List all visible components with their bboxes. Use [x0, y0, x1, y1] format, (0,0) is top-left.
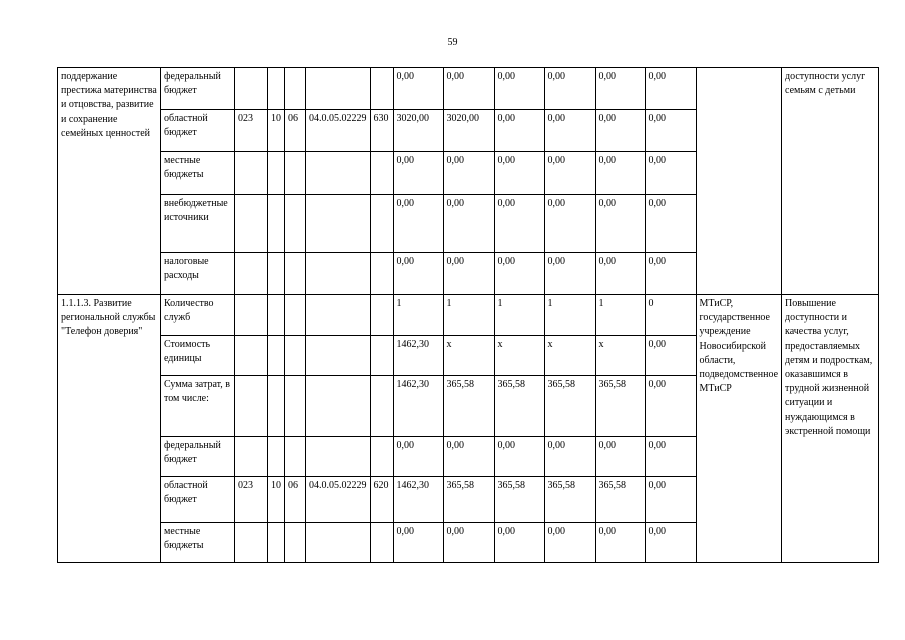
executor-cell: МТиСР, государственное учреждение Новосибирской области, подведомственное МТиСР [696, 295, 782, 563]
value-cell: 0,00 [443, 152, 494, 195]
funding-source-cell: местные бюджеты [161, 523, 235, 563]
rz-cell [268, 195, 285, 253]
value-cell: 1 [494, 295, 544, 336]
value-cell: 1462,30 [393, 336, 443, 376]
vr-cell [370, 195, 393, 253]
value-cell: 0,00 [393, 195, 443, 253]
value-cell: 3020,00 [393, 110, 443, 152]
value-cell: 3020,00 [443, 110, 494, 152]
csr-cell [306, 195, 371, 253]
value-cell: 1 [544, 295, 595, 336]
value-cell: 1 [595, 295, 645, 336]
value-cell: 0,00 [595, 253, 645, 295]
value-cell: 0,00 [494, 437, 544, 477]
executor-cell [696, 68, 782, 295]
rz-cell [268, 68, 285, 110]
pr-cell [285, 253, 306, 295]
table-body [58, 68, 879, 563]
rz-cell [268, 295, 285, 336]
csr-cell [306, 152, 371, 195]
value-cell: 0,00 [645, 376, 696, 437]
task-cell: 1.1.1.3. Развитие региональной службы "Телефон доверия" [58, 295, 161, 563]
value-cell: 0,00 [393, 523, 443, 563]
value-cell: 0,00 [494, 523, 544, 563]
vr-cell [370, 152, 393, 195]
table-row [58, 295, 879, 336]
value-cell: 0,00 [494, 253, 544, 295]
pr-cell [285, 376, 306, 437]
value-cell: 365,58 [544, 376, 595, 437]
vr-cell [370, 523, 393, 563]
pr-cell [285, 195, 306, 253]
value-cell: 0,00 [393, 253, 443, 295]
csr-cell [306, 253, 371, 295]
value-cell: 0,00 [645, 477, 696, 523]
value-cell: 0,00 [645, 152, 696, 195]
grbs-cell [235, 336, 268, 376]
value-cell: 0 [645, 295, 696, 336]
value-cell: 0,00 [544, 437, 595, 477]
value-cell: 0,00 [645, 437, 696, 477]
vr-cell [370, 336, 393, 376]
grbs-cell [235, 437, 268, 477]
csr-cell [306, 376, 371, 437]
result-cell: доступности услуг семьям с детьми [782, 68, 879, 295]
page-number: 59 [447, 37, 458, 48]
value-cell: 0,00 [645, 68, 696, 110]
value-cell: 0,00 [443, 523, 494, 563]
rz-cell: 10 [268, 110, 285, 152]
csr-cell [306, 523, 371, 563]
pr-cell [285, 336, 306, 376]
value-cell: 0,00 [494, 110, 544, 152]
rz-cell [268, 523, 285, 563]
value-cell: 0,00 [494, 152, 544, 195]
value-cell: 1 [393, 295, 443, 336]
vr-cell [370, 68, 393, 110]
value-cell: 365,58 [494, 477, 544, 523]
program-table [57, 67, 879, 563]
grbs-cell [235, 523, 268, 563]
vr-cell: 630 [370, 110, 393, 152]
value-cell: 0,00 [544, 152, 595, 195]
pr-cell: 06 [285, 477, 306, 523]
funding-source-cell: федеральный бюджет [161, 437, 235, 477]
funding-source-cell: областной бюджет [161, 477, 235, 523]
pr-cell [285, 295, 306, 336]
value-cell: 0,00 [645, 253, 696, 295]
value-cell: 0,00 [544, 68, 595, 110]
grbs-cell [235, 68, 268, 110]
value-cell: 0,00 [443, 68, 494, 110]
value-cell: 0,00 [595, 523, 645, 563]
csr-cell [306, 336, 371, 376]
value-cell: 0,00 [393, 68, 443, 110]
grbs-cell [235, 253, 268, 295]
result-cell: Повышение доступности и качества услуг, предоставляемых детям и подросткам, оказавшимся в трудной жизненной ситуации и нуждающимся в экстренной помощи [782, 295, 879, 563]
funding-source-cell: налоговые расходы [161, 253, 235, 295]
value-cell: 0,00 [393, 437, 443, 477]
value-cell: 0,00 [595, 437, 645, 477]
value-cell: 1462,30 [393, 376, 443, 437]
vr-cell [370, 295, 393, 336]
csr-cell [306, 295, 371, 336]
grbs-cell: 023 [235, 110, 268, 152]
value-cell: 0,00 [645, 195, 696, 253]
funding-source-cell: Сумма затрат, в том числе: [161, 376, 235, 437]
value-cell: 0,00 [443, 253, 494, 295]
csr-cell: 04.0.05.02229 [306, 477, 371, 523]
pr-cell: 06 [285, 110, 306, 152]
rz-cell [268, 152, 285, 195]
value-cell: 0,00 [645, 110, 696, 152]
value-cell: 0,00 [645, 523, 696, 563]
table-row [58, 68, 879, 110]
value-cell: х [544, 336, 595, 376]
value-cell: 0,00 [443, 195, 494, 253]
value-cell: 365,58 [544, 477, 595, 523]
value-cell: 0,00 [595, 195, 645, 253]
value-cell: 0,00 [595, 110, 645, 152]
value-cell: 0,00 [544, 110, 595, 152]
funding-source-cell: Количество служб [161, 295, 235, 336]
rz-cell: 10 [268, 477, 285, 523]
vr-cell [370, 376, 393, 437]
pr-cell [285, 152, 306, 195]
funding-source-cell: местные бюджеты [161, 152, 235, 195]
value-cell: 365,58 [443, 376, 494, 437]
value-cell: 365,58 [595, 477, 645, 523]
rz-cell [268, 253, 285, 295]
value-cell: 0,00 [393, 152, 443, 195]
value-cell: 365,58 [443, 477, 494, 523]
funding-source-cell: внебюджетные источники [161, 195, 235, 253]
value-cell: 1 [443, 295, 494, 336]
value-cell: 1462,30 [393, 477, 443, 523]
pr-cell [285, 437, 306, 477]
pr-cell [285, 68, 306, 110]
rz-cell [268, 437, 285, 477]
value-cell: 0,00 [544, 253, 595, 295]
value-cell: 0,00 [595, 68, 645, 110]
funding-source-cell: федеральный бюджет [161, 68, 235, 110]
value-cell: 0,00 [645, 336, 696, 376]
grbs-cell [235, 195, 268, 253]
rz-cell [268, 376, 285, 437]
value-cell: 0,00 [595, 152, 645, 195]
funding-source-cell: Стоимость единицы [161, 336, 235, 376]
vr-cell [370, 437, 393, 477]
value-cell: х [595, 336, 645, 376]
value-cell: 0,00 [544, 195, 595, 253]
vr-cell [370, 253, 393, 295]
funding-source-cell: областной бюджет [161, 110, 235, 152]
csr-cell: 04.0.05.02229 [306, 110, 371, 152]
vr-cell: 620 [370, 477, 393, 523]
rz-cell [268, 336, 285, 376]
value-cell: х [443, 336, 494, 376]
value-cell: 365,58 [494, 376, 544, 437]
task-cell: поддержание престижа материнства и отцовства, развитие и сохранение семейных ценностей [58, 68, 161, 295]
value-cell: х [494, 336, 544, 376]
csr-cell [306, 437, 371, 477]
grbs-cell [235, 376, 268, 437]
grbs-cell [235, 295, 268, 336]
value-cell: 0,00 [494, 195, 544, 253]
value-cell: 0,00 [494, 68, 544, 110]
value-cell: 0,00 [443, 437, 494, 477]
value-cell: 365,58 [595, 376, 645, 437]
csr-cell [306, 68, 371, 110]
value-cell: 0,00 [544, 523, 595, 563]
grbs-cell: 023 [235, 477, 268, 523]
pr-cell [285, 523, 306, 563]
grbs-cell [235, 152, 268, 195]
